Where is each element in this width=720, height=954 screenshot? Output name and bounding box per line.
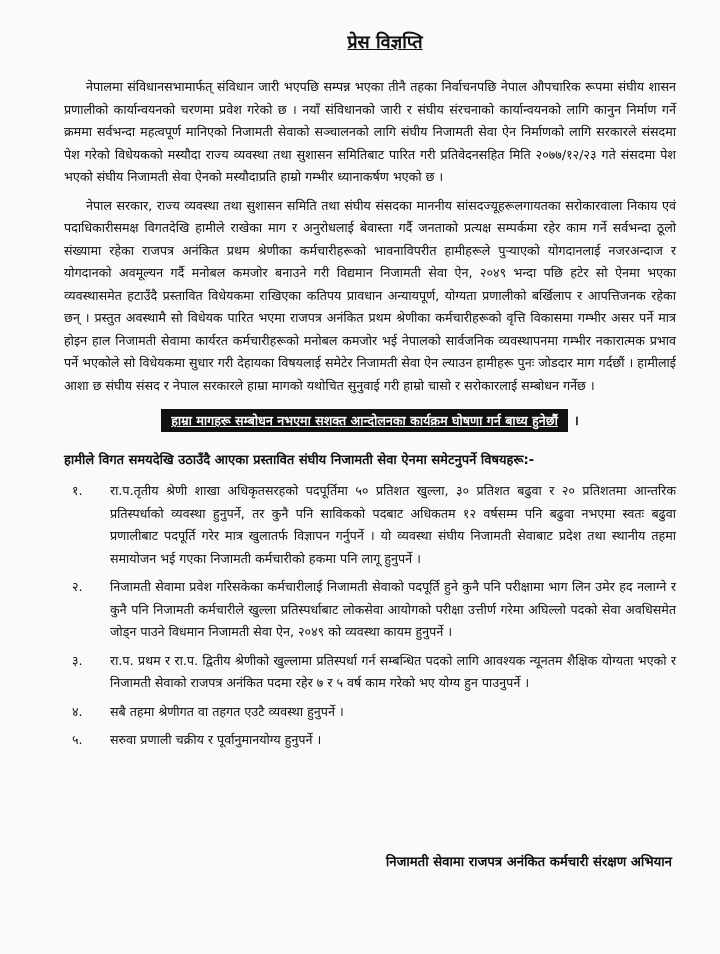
list-item-text: रा.प.तृतीय श्रेणी शाखा अधिकृतसरहको पदपूर्तिमा ५० प्रतिशत खुल्ला, ३० प्रतिशत बढुवा र २० प्रतिशतमा आन्तरिक प्रतिस्पर्धाको व्यवस्था हुनुपर्ने, तर कुनै पनि साविकको पदबाट अधिकतम १२ वर्षसम्म पनि बढुवा नभएमा स्वतः बढुवा प्रणालीबाट पदपूर्ति गरेर मात्र खुलातर्फ विज्ञापन गर्नुपर्ने । यो व्यवस्था संघीय निजामती सेवाबाट प्रदेश तथा स्थानीय तहमा समायोजन भई गएका निजामती कर्मचारीको हकमा पनि लागू हुनुपर्ने । xyxy=(110,483,676,566)
list-item xyxy=(64,480,676,570)
list-item-number: ५. xyxy=(72,732,83,747)
demands-list-heading: हामीले विगत समयदेखि उठाउँदै आएका प्रस्तावित संघीय निजामती सेवा ऐनमा समेटनुपर्ने विषयहरू:- xyxy=(64,453,535,468)
warning-banner-mark: । xyxy=(573,414,579,429)
list-item-text: निजामती सेवामा प्रवेश गरिसकेका कर्मचारीलाई निजामती सेवाको पदपूर्ति हुने कुनै पनि परीक्षामा भाग लिन उमेर हद नलाग्ने र कुनै पनि निजामती कर्मचारीले खुल्ला प्रतिस्पर्धाबाट लोकसेवा आयोगको परीक्षा उत्तीर्ण गरेमा अघिल्लो पदको सेवा अवधिसमेत जोड्न पाउने विधमान निजामती सेवा ऐन, २०४९ को व्यवस्था कायम हुनुपर्ने । xyxy=(110,579,676,639)
warning-banner xyxy=(64,409,676,432)
demand-paragraph-text: नेपाल सरकार, राज्य व्यवस्था तथा सुशासन समिति तथा संघीय संसदका माननीय सांसदज्यूहरूलगायतका सरोकारवाला निकाय एवं पदाधिकारीसमक्ष विगतदेखि हामीले राखेका माग र अनुरोधलाई बेवास्ता गर्दै जनताको प्रत्यक्ष सम्पर्कमा रहेर काम गर्ने सर्वभन्दा ठूलो संख्यामा रहेका राजपत्र अनंकित प्रथम श्रेणीका कर्मचारीहरूको भावनाविपरीत हामीहरूले पुऱ्याएको योगदानलाई नजरअन्दाज र योगदानको अवमूल्यन गर्दै मनोबल कमजोर बनाउने गरी विद्यमान निजामती सेवा ऐन, २०४९ भन्दा पछि हटेर सो ऐनमा भएका व्यवस्थासमेत हटाउँदै प्रस्तावित विधेयकमा राखिएका कतिपय प्रावधान अन्यायपूर्ण, योग्यता प्रणालीको बर्खिलाप र आपत्तिजनक रहेका छन् । प्रस्तुत अवस्थामै सो विधेयक पारित भएमा राजपत्र अनंकित प्रथम श्रेणीका कर्मचारीहरूको वृत्ति विकासमा गम्भीर असर पर्ने मात्र होइन हाल निजामती सेवामा कार्यरत कर्मचारीहरूको मनोबल कमजोर भई नेपालको सार्वजनिक व्यवस्थापनमा गम्भीर नकारात्मक प्रभाव पर्ने भएकोले सो विधेयकमा सुधार गरी देहायका विषयलाई समेटेर निजामती सेवा ऐन ल्याउन हामीहरू पुनः जोडदार माग गर्दछौं । हामीलाई आशा छ संघीय संसद र नेपाल सरकारले हाम्रा मागको यथोचित सुनुवाई गरी हाम्रो चासो र सरोकारलाई सम्बोधन गर्नेछ । xyxy=(64,197,676,393)
intro-paragraph xyxy=(64,76,676,189)
demand-paragraph xyxy=(64,195,676,398)
warning-banner-text: हाम्रा मागहरू सम्बोधन नभएमा सशक्त आन्दोलनका कार्यक्रम घोषणा गर्न बाध्य हुनेछौं xyxy=(161,409,568,432)
intro-paragraph-text: नेपालमा संविधानसभामार्फत् संविधान जारी भएपछि सम्पन्न भएका तीनै तहका निर्वाचनपछि नेपाल औपचारिक रूपमा संघीय शासन प्रणालीको कार्यान्वयनको चरणमा प्रवेश गरेको छ । नयाँ संविधानको जारी र संघीय संरचनाको कार्यान्वयनको लागि कानुन निर्माण गर्ने क्रममा सर्वभन्दा महत्वपूर्ण मानिएको निजामती सेवाको सञ्चालनको लागि संघीय निजामती सेवा ऐन निर्माणको लागि सरकारले संसदमा पेश गरेको विधेयकको मस्यौदा राज्य व्यवस्था तथा सुशासन समितिबाट पारित गरी प्रतिवेदनसहित मिति २०७७/१२/२३ गते संसदमा पेश भएको संघीय निजामती सेवा ऐनको मस्यौदाप्रति हाम्रो गम्भीर ध्यानाकर्षण भएको छ । xyxy=(64,79,676,184)
list-item-number: ३. xyxy=(72,652,83,668)
list-item-number: १. xyxy=(72,483,83,498)
list-item-text: रा.प. प्रथम र रा.प. द्वितीय श्रेणीको खुल्लामा प्रतिस्पर्धा गर्न सम्बन्धित पदको लागि आवश्यक न्यूनतम शैक्षिक योग्यता भएको र निजामती सेवाको राजपत्र अनंकित पदमा रहेर ७ र ५ वर्ष काम गरेको भए योग्य हुन पाउनुपर्ने । xyxy=(110,652,676,690)
demands-list xyxy=(64,480,676,752)
page-title: प्रेस विज्ञप्ति xyxy=(347,32,423,53)
list-item xyxy=(64,576,676,644)
list-item xyxy=(64,650,676,695)
list-item-text: सबै तहमा श्रेणीगत वा तहगत एउटै व्यवस्था हुनुपर्ने । xyxy=(110,703,344,719)
signature-organization: निजामती सेवामा राजपत्र अनंकित कर्मचारी संरक्षण अभियान xyxy=(385,855,672,870)
list-item-text: सरुवा प्रणाली चक्रीय र पूर्वानुमानयोग्य हुनुपर्ने । xyxy=(110,732,322,747)
list-item xyxy=(64,701,676,724)
list-item-number: २. xyxy=(72,579,83,594)
list-item-number: ४. xyxy=(72,703,83,719)
list-item xyxy=(64,729,676,752)
